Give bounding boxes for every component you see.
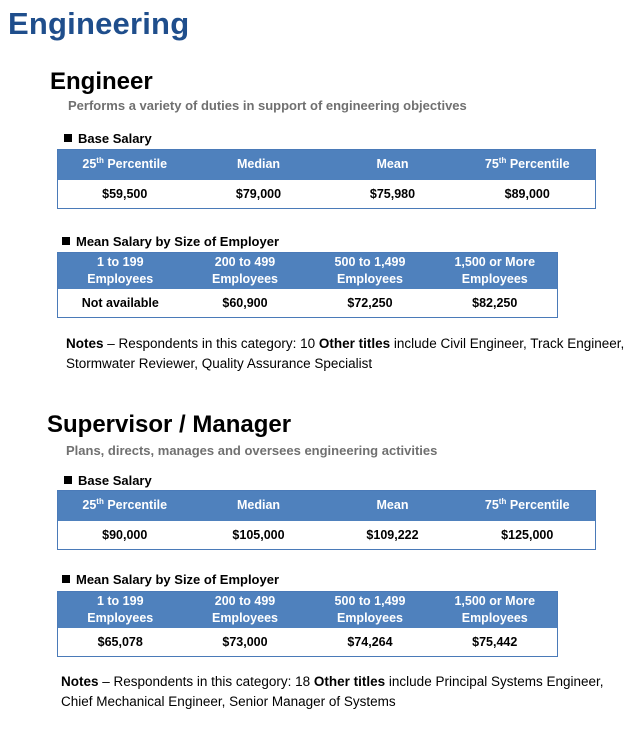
header-median: Median [192,491,326,521]
notes-engineer: Notes – Respondents in this category: 10 Other titles include Civil Engineer, Track Engineer, Stormwater Reviewer, Quality Assurance Specialist [66,336,625,371]
header-mean: Mean [326,150,460,180]
mean-by-size-table [57,591,558,657]
square-bullet-icon [62,237,70,245]
page-title: Engineering [8,6,190,41]
header-1500-or-more: 1,500 or More Employees [433,253,558,289]
role-description-engineer: Performs a variety of duties in support of engineering objectives [68,98,467,113]
table-cell: $73,000 [183,628,308,657]
header-1-to-199: 1 to 199 Employees [58,253,183,289]
notes-supervisor-manager: Notes – Respondents in this category: 18 Other titles include Principal Systems Engineer, Chief Mechanical Engineer, Senior Manager of Systems [61,674,604,709]
square-bullet-icon [64,476,72,484]
mean-by-size-table [57,252,558,318]
square-bullet-icon [62,575,70,583]
square-bullet-icon [64,134,72,142]
table-cell: $59,500 [58,180,192,209]
header-1-to-199: 1 to 199 Employees [58,592,183,628]
role-title-supervisor-manager: Supervisor / Manager [47,411,292,438]
table-cell: $79,000 [192,180,326,209]
table-cell: $65,078 [58,628,183,657]
table-cell: Not available [58,289,183,318]
base-salary-table [57,490,596,550]
table-cell: $89,000 [460,180,596,209]
table-cell: $75,980 [326,180,460,209]
table-row [58,628,558,657]
header-200-to-499: 200 to 499 Employees [183,253,308,289]
base-salary-table [57,149,596,209]
table-cell: $82,250 [433,289,558,318]
role-title-engineer: Engineer [50,68,153,95]
header-75th-percentile: 75th Percentile [460,491,596,521]
table-cell: $90,000 [58,521,192,550]
header-25th-percentile: 25th Percentile [58,150,192,180]
header-median: Median [192,150,326,180]
mean-by-size-label: Mean Salary by Size of Employer [62,234,279,249]
base-salary-label: Base Salary [64,473,152,488]
table-cell: $74,264 [308,628,433,657]
table-row [58,289,558,318]
header-1500-or-more: 1,500 or More Employees [433,592,558,628]
header-500-to-1499: 500 to 1,499 Employees [308,253,433,289]
table-cell: $72,250 [308,289,433,318]
table-header-row [58,491,596,521]
table-cell: $109,222 [326,521,460,550]
table-row [58,521,596,550]
table-cell: $125,000 [460,521,596,550]
role-description-supervisor-manager: Plans, directs, manages and oversees engineering activities [66,443,438,458]
header-25th-percentile: 25th Percentile [58,491,192,521]
header-200-to-499: 200 to 499 Employees [183,592,308,628]
header-500-to-1499: 500 to 1,499 Employees [308,592,433,628]
header-mean: Mean [326,491,460,521]
header-75th-percentile: 75th Percentile [460,150,596,180]
table-row [58,180,596,209]
table-cell: $105,000 [192,521,326,550]
table-header-row [58,592,558,628]
base-salary-label: Base Salary [64,131,152,146]
table-header-row [58,253,558,289]
table-cell: $60,900 [183,289,308,318]
mean-by-size-label: Mean Salary by Size of Employer [62,572,279,587]
table-header-row [58,150,596,180]
table-cell: $75,442 [433,628,558,657]
